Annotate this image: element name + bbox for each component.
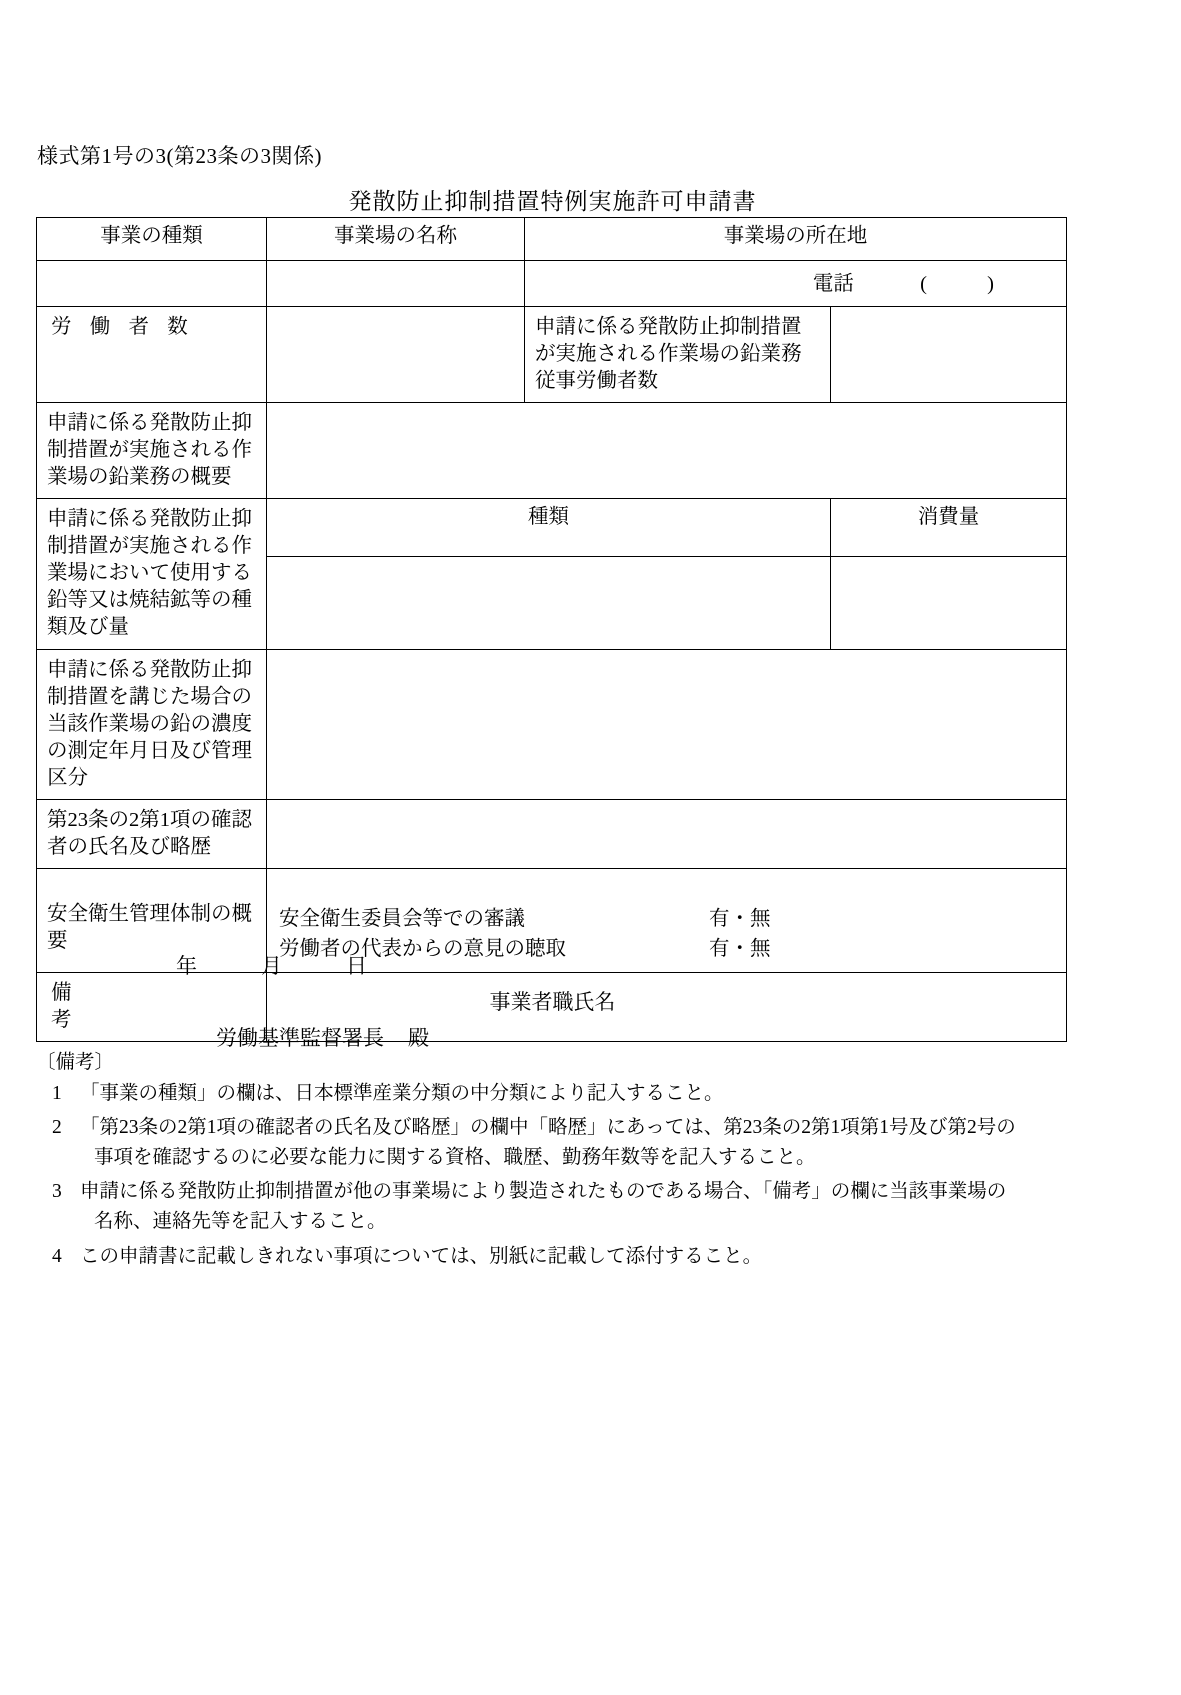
form-number: 様式第1号の3(第23条の3関係): [37, 144, 322, 168]
table-row: [37, 649, 1067, 799]
note-number: 2: [52, 1116, 62, 1138]
label-worker-count-text: 労 働 者 数: [51, 316, 195, 338]
header-workplace-address: 事業場の所在地: [525, 218, 1067, 261]
date-day-label: 日: [346, 954, 367, 978]
document-title: 発散防止抑制措置特例実施許可申請書: [348, 189, 757, 214]
applicant-name-label: 事業者職氏名: [489, 990, 616, 1014]
note-body: [80, 1079, 1076, 1109]
note-line: この申請書に記載しきれない事項については、別紙に記載して添付すること。: [80, 1245, 763, 1267]
label-confirmer-text: 第23条の2第1項の確認者の氏名及び略歴: [47, 808, 252, 858]
label-materials: [37, 499, 267, 649]
phone-paren-close: ): [987, 273, 994, 295]
table-row: [37, 261, 1067, 307]
safety-item-row: [279, 905, 1066, 935]
label-confirmer: [37, 799, 267, 868]
note-number: 4: [52, 1245, 62, 1267]
label-safety-management: [37, 868, 267, 972]
addressee-line: [36, 1022, 429, 1052]
label-measurement: [37, 649, 267, 799]
phone-label: 電話: [812, 273, 854, 295]
note-body: [80, 1242, 1076, 1272]
field-material-type[interactable]: [267, 557, 831, 649]
safety-item-0-value[interactable]: 有・無: [709, 907, 771, 930]
field-workplace-name[interactable]: [267, 261, 525, 307]
field-safety-management[interactable]: [267, 868, 1067, 972]
field-confirmer[interactable]: [267, 799, 1067, 868]
note-number: 1: [52, 1082, 62, 1104]
addressee-blank-rule[interactable]: [36, 1041, 216, 1042]
note-item: [36, 1177, 1076, 1237]
note-line: 名称、連絡先等を記入すること。: [94, 1211, 387, 1233]
label-lead-work-outline: [37, 403, 267, 499]
label-worker-count: [37, 307, 267, 403]
field-lead-worker-count[interactable]: [831, 307, 1067, 403]
label-lead-work-outline-text: 申請に係る発散防止抑制措置が実施される作業場の鉛業務の概要: [47, 412, 252, 489]
header-workplace-name: 事業場の名称: [267, 218, 525, 261]
label-remarks-text: 備 考: [51, 982, 241, 1032]
field-lead-work-outline[interactable]: [267, 403, 1067, 499]
label-measurement-text: 申請に係る発散防止抑制措置を講じた場合の当該作業場の鉛の濃度の測定年月日及び管理区分: [47, 658, 252, 789]
phone-paren-open: (: [920, 273, 927, 295]
honorific-label: 殿: [408, 1026, 429, 1050]
note-line: 申請に係る発散防止抑制措置が他の事業場により製造されたものである場合、「備考」の欄に当該事業場の: [80, 1181, 1007, 1203]
note-body: [80, 1177, 1076, 1237]
labor-standards-office-label: 労働基準監督署長: [216, 1026, 384, 1050]
label-materials-text: 申請に係る発散防止抑制措置が実施される作業場において使用する鉛等又は焼結鉱等の種類及び量: [47, 508, 252, 639]
date-year-label: 年: [176, 954, 197, 978]
safety-item-0-label: 安全衛生委員会等での審議: [279, 907, 525, 930]
application-form-table: [36, 217, 1067, 1042]
table-row: [37, 499, 1067, 557]
table-row: [37, 799, 1067, 868]
notes-section: [36, 1053, 1076, 1276]
safety-item-1-label: 労働者の代表からの意見の聴取: [279, 937, 566, 960]
label-lead-worker-count-text: 申請に係る発散防止抑制措置が実施される作業場の鉛業務従事労働者数: [535, 316, 802, 393]
notes-title: 〔備考〕: [36, 1052, 115, 1073]
header-business-type: 事業の種類: [37, 218, 267, 261]
field-material-amount[interactable]: [831, 557, 1067, 649]
table-row: [37, 307, 1067, 403]
safety-item-row: [279, 935, 1066, 965]
note-line: 「第23条の2第1項の確認者の氏名及び略歴」の欄中「略歴」にあっては、第23条の2第1項第1号及び第2号の: [80, 1116, 1016, 1138]
note-item: [36, 1079, 1076, 1109]
label-lead-worker-count: [525, 307, 831, 403]
note-number: 3: [52, 1181, 62, 1203]
field-worker-count[interactable]: [267, 307, 525, 403]
note-line: 「事業の種類」の欄は、日本標準産業分類の中分類により記入すること。: [80, 1082, 724, 1104]
header-material-amount: 消費量: [831, 499, 1067, 557]
header-material-type: 種類: [267, 499, 831, 557]
label-safety-management-text: 安全衛生管理体制の概要: [47, 902, 252, 952]
note-line: 事項を確認するのに必要な能力に関する資格、職歴、勤務年数等を記入すること。: [94, 1146, 816, 1168]
safety-item-1-value[interactable]: 有・無: [709, 937, 771, 960]
field-business-type[interactable]: [37, 261, 267, 307]
table-row: [37, 218, 1067, 261]
field-workplace-address[interactable]: [525, 261, 1067, 307]
note-item: [36, 1242, 1076, 1272]
field-measurement[interactable]: [267, 649, 1067, 799]
table-row: [37, 403, 1067, 499]
note-body: [80, 1113, 1076, 1173]
note-item: [36, 1113, 1076, 1173]
date-month-label: 月: [261, 954, 282, 978]
